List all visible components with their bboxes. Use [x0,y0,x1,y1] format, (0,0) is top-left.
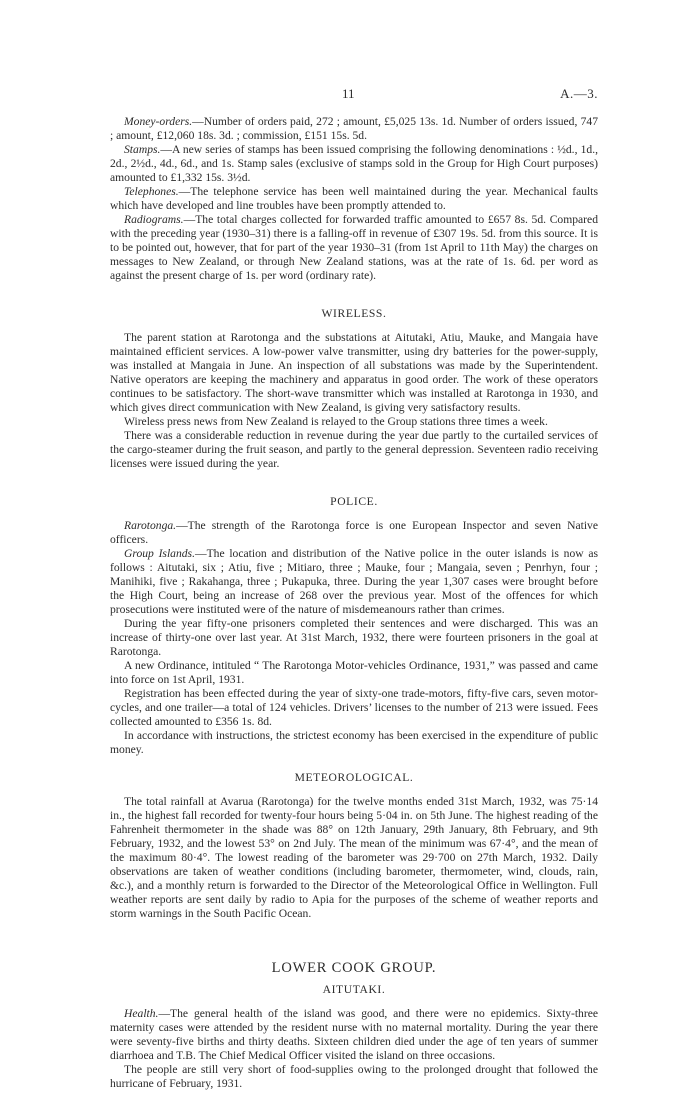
paragraph-lead: Group Islands. [124,547,195,560]
police-paragraph: During the year fifty-one prisoners completed their sentences and were discharged. This was an increase of thirty-one over last year. At 31st March, 1932, there were fourteen prisoners in the goal at Rarotonga. [110,617,598,658]
wireless-paragraph: Wireless press news from New Zealand is relayed to the Group stations three times a week. [124,415,548,428]
paragraph-lead: Rarotonga. [124,519,177,532]
section-heading-meteorological: METEOROLOGICAL. [294,771,414,784]
paragraph-text: —Number of orders paid, 272 ; amount, £5,025 13s. 1d. Number of orders issued, 747 ; amount, £12,060 18s. 3d. ; commission, £151 15s. 5d. [110,115,598,142]
section-heading-police: POLICE. [330,495,378,508]
paragraph-lead: Money-orders. [124,115,193,128]
paragraph-text: —The strength of the Rarotonga force is one European Inspector and seven Native officers. [110,519,598,546]
subheading-aitutaki: AITUTAKI. [322,983,386,996]
aitutaki-health-paragraph [110,1007,598,1063]
section-heading-wireless: WIRELESS. [321,307,387,320]
police-paragraph: A new Ordinance, intituled “ The Rarotonga Motor-vehicles Ordinance, 1931,” was passed and came into force on 1st April, 1931. [110,659,598,686]
wireless-paragraph: There was a considerable reduction in revenue during the year due partly to the curtailed services of the cargo-steamer during the fruit season, and partly to the general depression. Seventeen radio receiving licenses were issued during the year. [110,429,598,470]
meteorological-paragraph: The total rainfall at Avarua (Rarotonga) for the twelve months ended 31st March, 1932, was 75·14 in., the highest fall recorded for twenty-four hours being 5·04 in. on 5th June. The highest reading of the Fahrenheit thermometer in the shade was 88° on 12th January, 29th January, 8th February, and 9th February, 1932, and the lowest 53° on 2nd July. The mean of the minimum was 67·4°, and the mean of the maximum 80·4°. The lowest reading of the barometer was 29·700 on 27th March, 1932. Daily observations are taken of weather conditions (including barometer, thermometer, wind, clouds, rain, &c.), and a monthly return is forwarded to the Director of the Meteorological Office in Wellington. Full weather reports are sent daily by radio to Apia for the purposes of the scheme of weather reports and storm warnings in the South Pacific Ocean. [110,795,598,920]
money-orders-paragraph [110,115,598,143]
police-group-islands-paragraph [110,547,598,617]
radiograms-paragraph [110,213,598,283]
police-paragraph: In accordance with instructions, the strictest economy has been exercised in the expenditure of public money. [110,729,598,756]
report-reference: A.—3. [560,86,598,101]
police-paragraph: Registration has been effected during the year of sixty-one trade-motors, fifty-five cars, seven motor-cycles, and one trailer—a total of 124 vehicles. Drivers’ licenses to the number of 213 were issued. Fees collected amounted to £356 1s. 8d. [110,687,598,728]
page-number: 11 [342,86,355,101]
police-rarotonga-paragraph [110,519,598,547]
paragraph-text: —The location and distribution of the Native police in the outer islands is now as follows : Aitutaki, six ; Atiu, five ; Mitiaro, three ; Mauke, four ; Mangaia, seven ; Penrhyn, four ; Manihiki, five ; Rakahanga, three ; Pukapuka, three. During the year 1,307 cases were brought before the High Court, being an increase of 268 over the previous year. Most of the offences for which prosecutions were instituted were of the nature of misdemeanours rather than crimes. [110,547,598,616]
paragraph-text: —A new series of stamps has been issued comprising the following denominations : ½d., 1d., 2d., 2½d., 4d., 6d., and 1s. Stamp sales (exclusive of stamps sold in the Group for High Court purposes) amounted to £1,332 15s. 3½d. [110,143,598,184]
document-body [110,115,598,1091]
aitutaki-food-paragraph: The people are still very short of food-supplies owing to the prolonged drought that followed the hurricane of February, 1931. [110,1063,598,1090]
wireless-paragraph: The parent station at Rarotonga and the substations at Aitutaki, Atiu, Mauke, and Mangaia have maintained efficient services. A low-power valve transmitter, using dry batteries for the power-supply, was installed at Mangaia in June. An inspection of all substations was made by the Superintendent. Native operators are keeping the machinery and apparatus in good order. The work of these operators continues to be satisfactory. The short-wave transmitter which was installed at Rarotonga in 1930, and which gives direct communication with New Zealand, is giving very satisfactory results. [110,331,598,414]
paragraph-text: —The general health of the island was good, and there were no epidemics. Sixty-three maternity cases were attended by the resident nurse with no maternal mortality. During the year there were seventy-five births and thirty deaths. Sixteen children died under the age of ten years of summer diarrhoea and T.B. The Chief Medical Officer visited the island on three occasions. [110,1007,598,1062]
telephones-paragraph [110,185,598,213]
paragraph-lead: Stamps. [124,143,161,156]
paragraph-lead: Radiograms. [124,213,184,226]
page-header [110,87,598,103]
stamps-paragraph [110,143,598,185]
paragraph-lead: Health. [124,1007,159,1020]
paragraph-lead: Telephones. [124,185,179,198]
paragraph-text: —The total charges collected for forwarded traffic amounted to £657 8s. 5d. Compared with the preceding year (1930–31) there is a falling-off in revenue of £307 19s. 5d. from this source. It is to be pointed out, however, that for part of the year 1930–31 (from 1st April to 11th May) the charges on messages to New Zealand, or through New Zealand stations, was at the rate of 1s. 6d. per word as against the present charge of 1s. per word (ordinary rate). [110,213,598,282]
paragraph-text: —The telephone service has been well maintained during the year. Mechanical faults which have developed and line troubles have been promptly attended to. [110,185,598,212]
group-heading-lower-cook-group: LOWER COOK GROUP. [271,960,437,976]
